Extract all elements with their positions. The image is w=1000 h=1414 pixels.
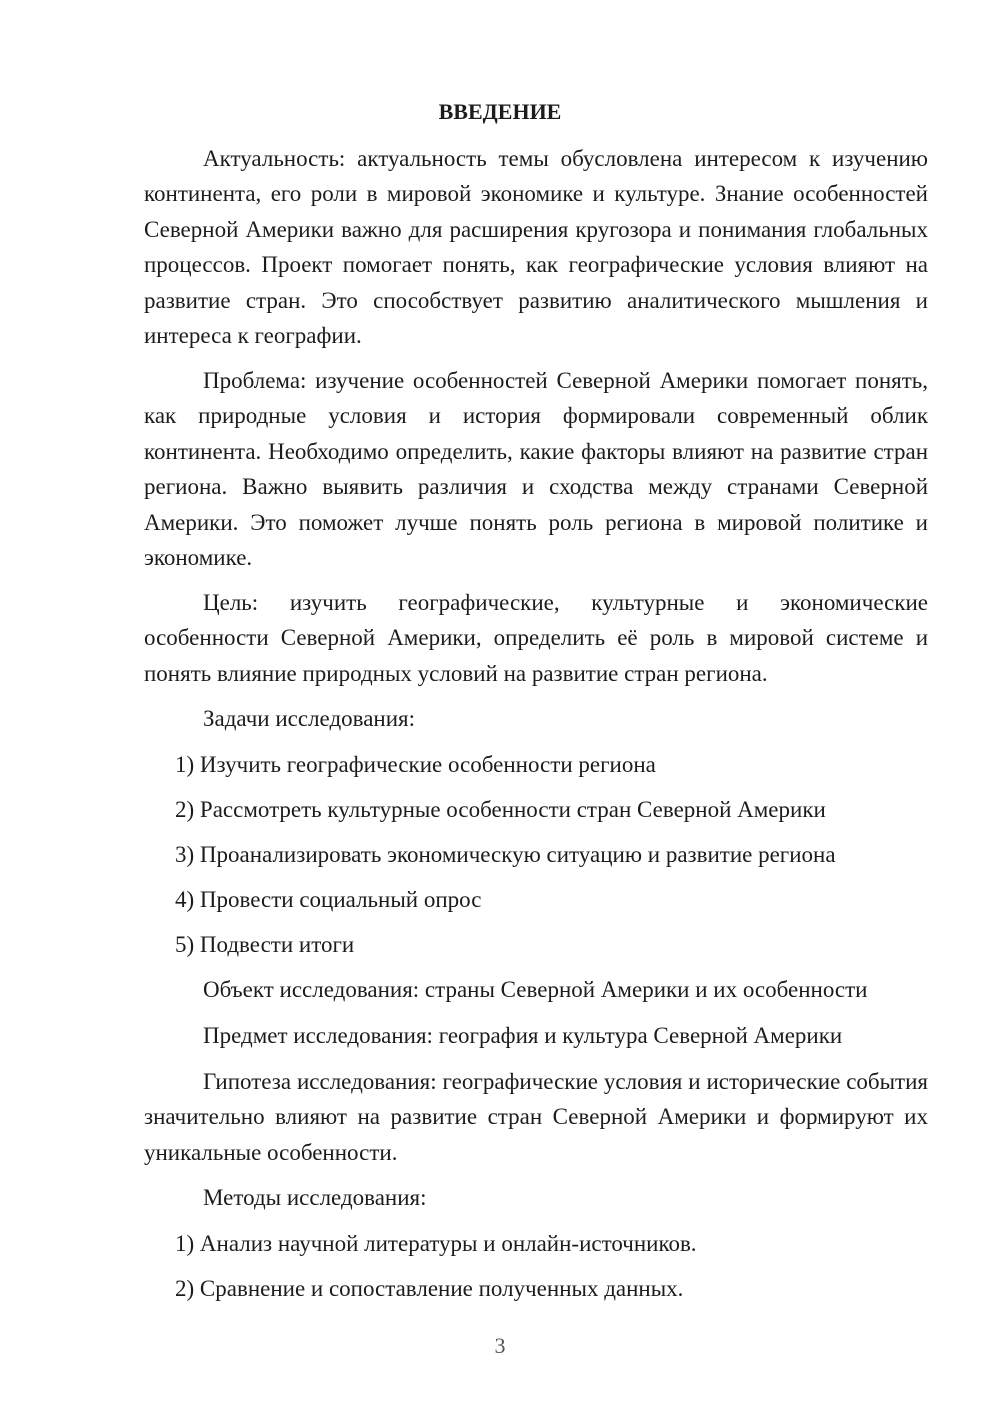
methods-label: Методы исследования:	[203, 1185, 427, 1210]
method-item: 2) Сравнение и сопоставление полученных данных.	[175, 1276, 684, 1301]
section-heading: ВВЕДЕНИЕ	[438, 99, 562, 124]
task-item: 3) Проанализировать экономическую ситуацию и развитие региона	[175, 842, 836, 867]
object-line: Объект исследования: страны Северной Америки и их особенности	[203, 977, 868, 1002]
goal-paragraph: Цель: изучить географические, культурные и экономические особенности Северной Америки, определить её роль в мировой системе и понять влияние природных условий на развитие стран региона.	[144, 590, 928, 686]
relevance-paragraph: Актуальность: актуальность темы обусловлена интересом к изучению континента, его роли в мировой экономике и культуре. Знание особенностей Северной Америки важно для расширения кругозора и понимания глобальных процессов. Проект помогает понять, как географические условия влияют на развитие стран. Это способствует развитию аналитического мышления и интереса к географии.	[144, 146, 928, 349]
task-item: 5) Подвести итоги	[175, 932, 355, 957]
hypothesis-paragraph: Гипотеза исследования: географические условия и исторические события значительно влияют на развитие стран Северной Америки и формируют их уникальные особенности.	[144, 1069, 928, 1165]
subject-line: Предмет исследования: география и культура Северной Америки	[203, 1023, 843, 1048]
task-item: 1) Изучить географические особенности региона	[175, 752, 656, 777]
page-number: 3	[494, 1333, 506, 1358]
task-item: 2) Рассмотреть культурные особенности стран Северной Америки	[175, 797, 826, 822]
problem-paragraph: Проблема: изучение особенностей Северной Америки помогает понять, как природные условия и история формировали современный облик континента. Необходимо определить, какие факторы влияют на развитие стран региона. Важно выявить различия и сходства между странами Северной Америки. Это поможет лучше понять роль региона в мировой политике и экономике.	[144, 368, 928, 571]
tasks-label: Задачи исследования:	[203, 706, 416, 731]
task-item: 4) Провести социальный опрос	[175, 887, 482, 912]
method-item: 1) Анализ научной литературы и онлайн-источников.	[175, 1231, 697, 1256]
